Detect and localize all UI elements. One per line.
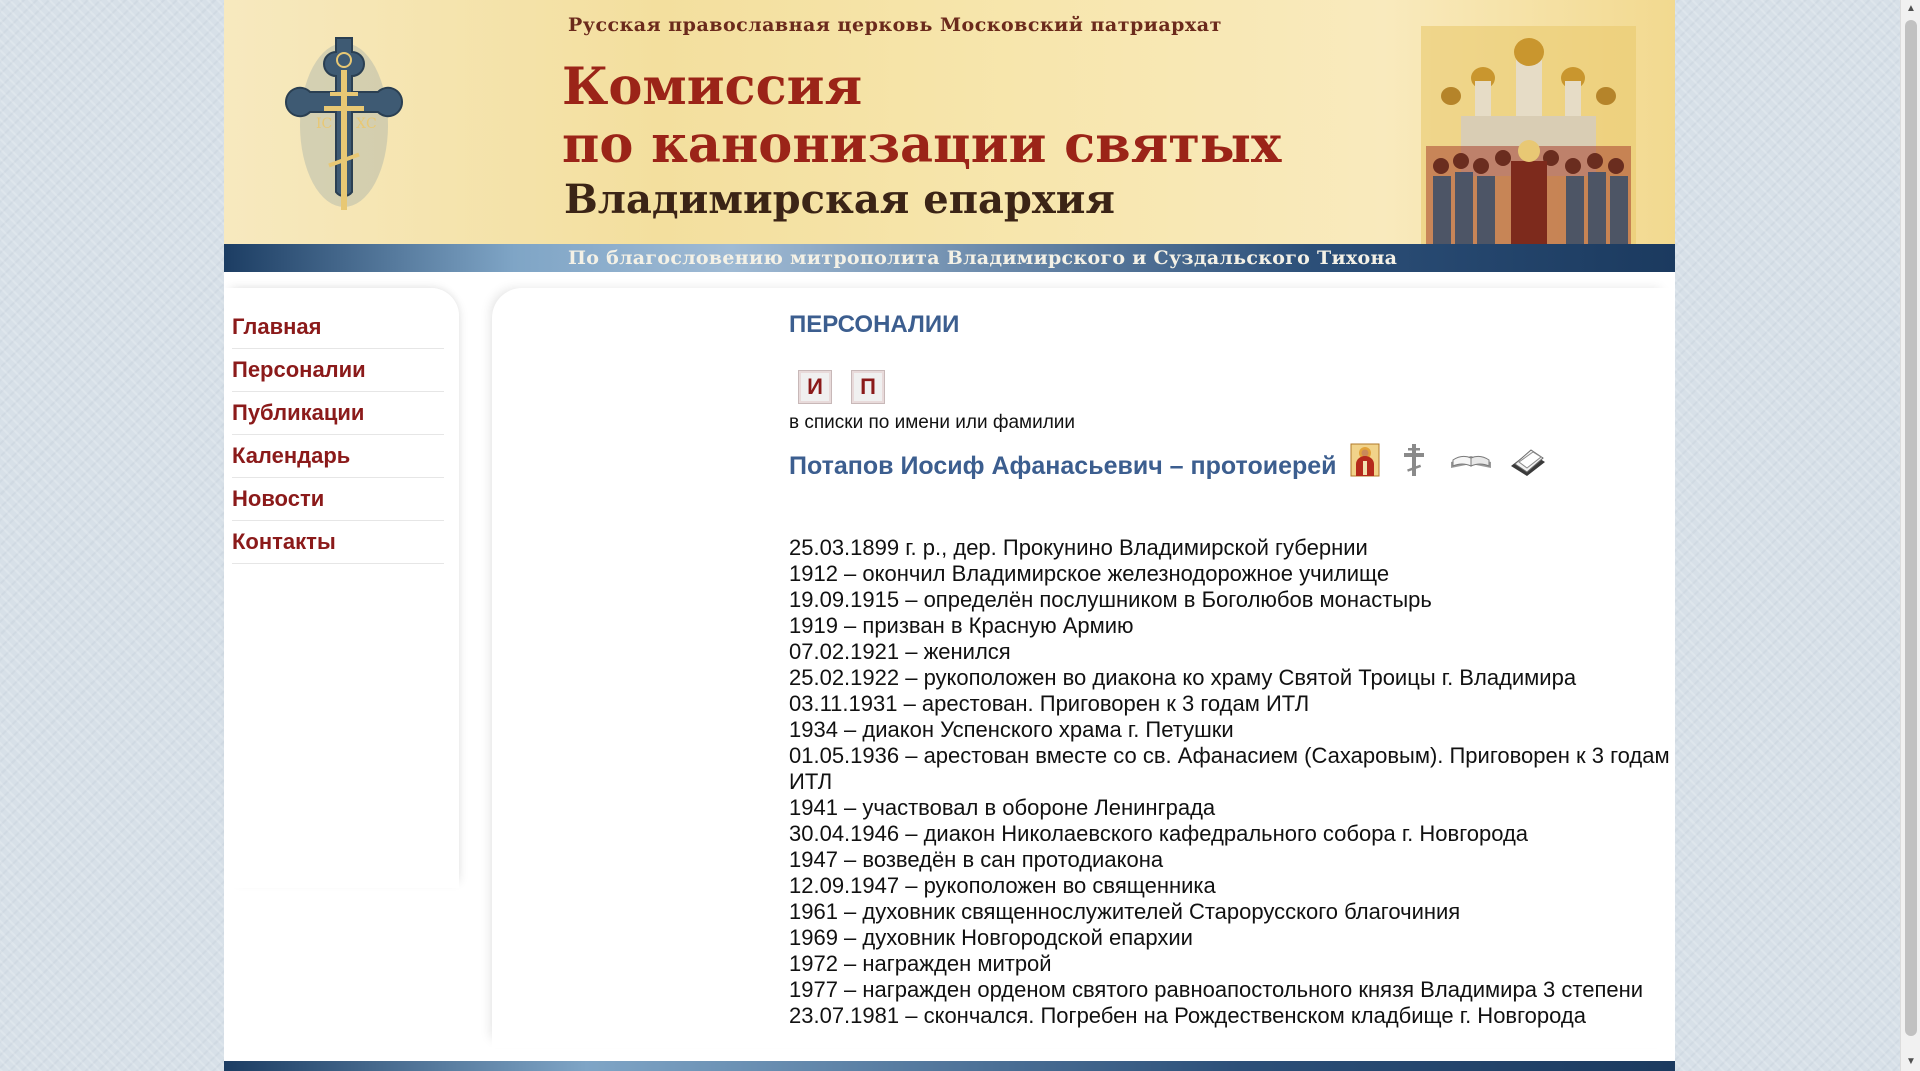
main-nav [232,306,444,564]
biography-line: 1947 – возведён в сан протодиакона [789,847,1164,872]
person-name: Потапов Иосиф Афанасьевич – протоиерей [789,452,1337,480]
biography-line: 01.05.1936 – арестован вместе со св. Афанасием (Сахаровым). Приговорен к 3 годам ИТЛ [789,743,1670,794]
nav-item-contacts[interactable]: Контакты [232,521,444,564]
biography-line: 07.02.1921 – женился [789,639,1011,664]
site-banner[interactable] [224,0,1675,272]
biography-line: 23.07.1981 – скончался. Погребен на Рождественском кладбище г. Новгорода [789,1003,1586,1028]
page-title: ПЕРСОНАЛИИ [789,311,960,338]
biography-line: 1977 – награжден орденом святого равноапостольного князя Владимира 3 степени [789,977,1644,1002]
biography-line: 30.04.1946 – диакон Николаевского кафедрального собора г. Новгорода [789,821,1529,846]
diocese-title: Владимирская епархия [564,176,1115,223]
page [224,0,1675,1071]
letter-button-p[interactable]: П [851,370,885,404]
biography-line: 25.03.1899 г. р., дер. Прокунино Владимирской губернии [789,535,1368,560]
nav-item-calendar[interactable]: Календарь [232,435,444,478]
banner-title [562,58,1281,174]
banner-title-line2: по канонизации святых [562,115,1282,175]
nav-item-news[interactable]: Новости [232,478,444,521]
vertical-scrollbar[interactable] [1900,0,1920,1071]
orthodox-cross-icon [284,30,404,220]
biography-line: 1912 – окончил Владимирское железнодорожное училище [789,561,1390,586]
open-book-icon[interactable] [1449,442,1493,478]
biography-line: 03.11.1931 – арестован. Приговорен к 3 годам ИТЛ [789,691,1310,716]
biography [789,535,1709,1029]
nav-item-home[interactable]: Главная [232,306,444,349]
biography-line: 1919 – призван в Красную Армию [789,613,1134,638]
biography-line: 19.09.1915 – определён послушником в Боголюбов монастырь [789,587,1432,612]
nav-item-publications[interactable]: Публикации [232,392,444,435]
letter-hint: в списки по имени или фамилии [789,412,1076,433]
biography-line: 1934 – диакон Успенского храма г. Петушки [789,717,1234,742]
letter-button-i[interactable]: И [798,370,832,404]
documents-icon[interactable] [1507,442,1549,478]
cross-letters-left: ІС [316,116,333,132]
icon-saint-icon[interactable] [1349,442,1381,478]
cross-icon[interactable] [1400,442,1428,478]
biography-line: 1972 – награжден митрой [789,951,1052,976]
nav-item-persons[interactable]: Персоналии [232,349,444,392]
banner-title-line1: Комиссия [562,57,863,117]
saints-icon-image [1421,26,1636,266]
sidebar [224,288,459,888]
cross-letters-right: ХС [356,116,377,132]
scroll-thumb[interactable] [1905,20,1917,1036]
biography-line: 1961 – духовник священнослужителей Старорусского благочиния [789,899,1461,924]
scroll-down-arrow-icon[interactable]: ▼ [1906,1056,1916,1067]
biography-line: 1941 – участвовал в обороне Ленинграда [789,795,1216,820]
biography-line: 1969 – духовник Новгородской епархии [789,925,1193,950]
footer-bar [224,1061,1675,1071]
blessing-line: По благословению митрополита Владимирского и Суздальского Тихона [568,247,1398,269]
biography-line: 12.09.1947 – рукоположен во священника [789,873,1216,898]
biography-line: 25.02.1922 – рукоположен во диакона ко храму Святой Троицы г. Владимира [789,665,1577,690]
scroll-up-arrow-icon[interactable]: ▲ [1906,3,1916,14]
church-name-line: Русская православная церковь Московский патриархат [568,14,1222,36]
